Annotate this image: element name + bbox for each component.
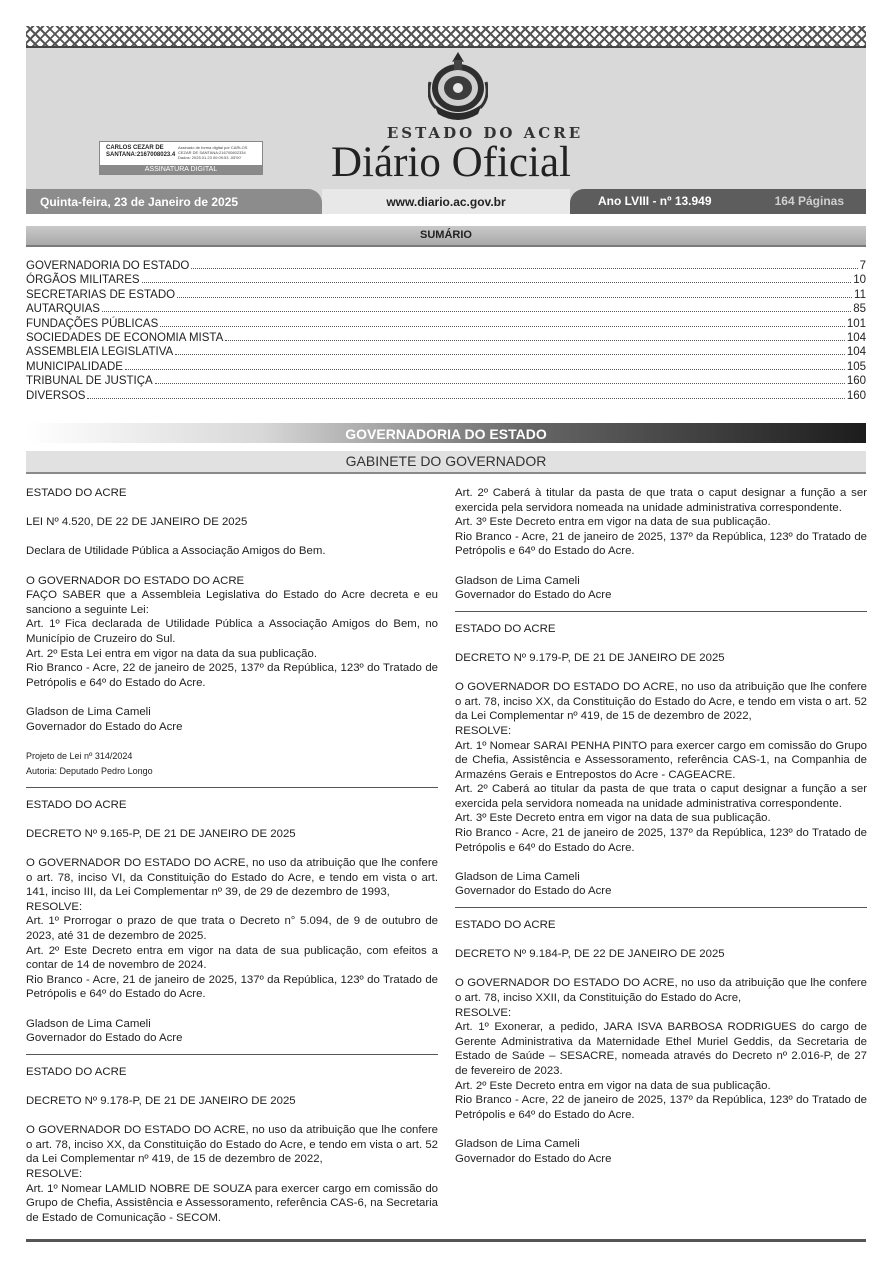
toc-item[interactable] — [26, 273, 866, 287]
toc-item-label: ASSEMBLEIA LEGISLATIVA — [26, 346, 174, 359]
toc-item[interactable] — [26, 259, 866, 273]
paragraph: ESTADO DO ACRE — [455, 919, 556, 932]
paragraph: Art. 1º Nomear SARAI PENHA PINTO para exercer cargo em comissão do Grupo de Chefia, Assistência e Assessoramento, referência CAS-1, na Companhia de Armazéns Gerais e Entrepostos do Acre - CAGEACRE. — [455, 739, 867, 781]
paragraph: Art. 1º Prorrogar o prazo de que trata o Decreto n° 5.094, de 9 de outubro de 2023, até 31 de dezembro de 2025. — [26, 915, 438, 943]
publication-date: Quinta-feira, 23 de Janeiro de 2025 — [26, 189, 322, 214]
spacer — [26, 1002, 438, 1017]
paragraph: RESOLVE: — [26, 900, 83, 913]
paragraph: Declara de Utilidade Pública a Associação Amigos do Bem. — [26, 545, 326, 558]
toc-leader-dots — [177, 297, 852, 298]
toc-leader-dots — [142, 282, 852, 283]
paragraph: O GOVERNADOR DO ESTADO DO ACRE, no uso da atribuição que lhe confere o art. 78, inciso XXII, da Constituição do Estado do Acre, — [455, 977, 867, 1004]
spacer — [26, 841, 438, 856]
toc-item[interactable] — [26, 331, 866, 345]
paragraph: DECRETO Nº 9.165-P, DE 21 DE JANEIRO DE 2025 — [26, 827, 296, 840]
paragraph: ESTADO DO ACRE — [26, 1065, 127, 1078]
toc-item-page: 85 — [853, 303, 866, 316]
paragraph: ESTADO DO ACRE — [26, 487, 127, 499]
paragraph: Governador do Estado do Acre — [455, 589, 612, 602]
paragraph: LEI Nº 4.520, DE 22 DE JANEIRO DE 2025 — [26, 516, 248, 529]
spacer — [455, 933, 867, 948]
summary-title: SUMÁRIO — [26, 226, 866, 247]
info-bar — [26, 189, 866, 214]
paragraph: Governador do Estado do Acre — [455, 885, 612, 898]
toc-item-label: SECRETARIAS DE ESTADO — [26, 288, 176, 301]
spacer — [455, 962, 867, 977]
toc-item-page: 10 — [853, 274, 866, 287]
toc-item-page: 160 — [846, 389, 866, 402]
signature-details: Assinado de forma digital por CARLOS CEZAR DE SANTANA:216700802334 Dados: 2025.01.23 00:09:53 -05'00' — [178, 145, 248, 160]
paragraph: Art. 2º Este Decreto entra em vigor na data de sua publicação. — [455, 1079, 771, 1092]
paragraph: Art. 1º Exonerar, a pedido, JARA ISVA BARBOSA RODRIGUES do cargo de Gerente Administrativa da Maternidade Ethel Muriel Geddis, da Secretaria de Estado de Saúde – SESACRE, nomeada através do Decreto nº 2.016-P, de 27 de fevereiro de 2023. — [455, 1021, 867, 1077]
paragraph: Art. 1º Fica declarada de Utilidade Pública a Associação Amigos do Bem, no Município de Cruzeiro do Sul. — [26, 618, 438, 645]
paragraph: Art. 2º Este Decreto entra em vigor na data de sua publicação, com efeitos a contar de 14 de novembro de 2024. — [26, 944, 438, 972]
toc-item-page: 7 — [859, 260, 866, 272]
masthead — [26, 26, 866, 214]
paragraph: Gladson de Lima Cameli — [455, 574, 580, 587]
toc-item-page: 160 — [846, 375, 866, 388]
toc-item-page: 11 — [854, 288, 866, 301]
left-column — [26, 486, 438, 1225]
edition-info — [570, 189, 866, 214]
paragraph: DECRETO Nº 9.178-P, DE 21 DE JANEIRO DE 2025 — [26, 1094, 296, 1107]
paragraph: Art. 2º Esta Lei entra em vigor na data da sua publicação. — [26, 647, 317, 660]
right-column — [455, 486, 867, 1166]
divider — [455, 907, 867, 908]
toc-item-label: DIVERSOS — [26, 389, 86, 402]
toc-item-label: SOCIEDADES DE ECONOMIA MISTA — [26, 331, 224, 344]
signature-name: CARLOS CEZAR DE SANTANA:2167008023.4 — [106, 145, 176, 158]
paragraph: Art. 1º Nomear LAMLID NOBRE DE SOUZA para exercer cargo em comissão do Grupo de Chefia, Assistência e Assessoramento, referência CAS-6, na Secretaria de Estado de Comunicação - SECOM. — [26, 1182, 438, 1224]
paragraph: Art. 2º Caberá ao titular da pasta de que trata o caput designar a função a ser exercida pela servidora nomeada na unidade administrativa correspondente. — [455, 783, 867, 810]
paragraph: Gladson de Lima Cameli — [455, 1137, 580, 1150]
decorative-border — [26, 26, 866, 46]
toc-item[interactable] — [26, 374, 866, 388]
spacer — [455, 855, 867, 870]
paragraph: Governador do Estado do Acre — [26, 720, 183, 733]
toc-item-page: 104 — [846, 346, 866, 359]
paragraph: O GOVERNADOR DO ESTADO DO ACRE, no uso da atribuição que lhe confere o art. 78, inciso XX, da Constituição do Estado do Acre, e tendo em vista o art. 52 da Lei Complementar nº 419, de 15 de dezembro de 2022, — [455, 681, 867, 723]
paragraph: Rio Branco - Acre, 22 de janeiro de 2025, 137º da República, 123º do Tratado de Petrópolis e 64º do Estado do Acre. — [26, 662, 438, 689]
section-title: GOVERNADORIA DO ESTADO — [26, 423, 866, 443]
paragraph: Rio Branco - Acre, 21 de janeiro de 2025, 137º da República, 123º do Tratado de Petrópolis e 64º do Estado do Acre. — [455, 827, 867, 854]
paragraph: Rio Branco - Acre, 21 de janeiro de 2025, 137º da República, 123º do Tratado de Petrópolis e 64º do Estado do Acre. — [455, 530, 867, 558]
table-of-contents — [26, 259, 866, 403]
paragraph: Rio Branco - Acre, 22 de janeiro de 2025, 137º da República, 123º do Tratado de Petrópolis e 64º do Estado do Acre. — [455, 1094, 867, 1121]
toc-item-page: 101 — [846, 317, 866, 330]
paragraph: Art. 3º Este Decreto entra em vigor na data de sua publicação. — [455, 812, 771, 825]
spacer — [455, 636, 867, 651]
toc-leader-dots — [155, 383, 845, 384]
paragraph: FAÇO SABER que a Assembleia Legislativa do Estado do Acre decreta e eu sanciono a seguinte Lei: — [26, 589, 438, 616]
toc-item-label: TRIBUNAL DE JUSTIÇA — [26, 375, 153, 388]
toc-item-label: GOVERNADORIA DO ESTADO — [26, 260, 190, 272]
toc-item-page: 105 — [846, 360, 866, 373]
spacer — [26, 1109, 438, 1124]
paragraph: Governador do Estado do Acre — [455, 1152, 612, 1165]
paragraph: Art. 2º Caberá à titular da pasta de que trata o caput designar a função a ser exercida pela servidora nomeada na unidade administrativa correspondente. — [455, 487, 867, 514]
website-link[interactable]: www.diario.ac.gov.br — [322, 189, 570, 214]
spacer — [26, 690, 438, 705]
toc-item-label: ÓRGÃOS MILITARES — [26, 274, 140, 287]
toc-item-page: 104 — [846, 331, 866, 344]
paragraph: O GOVERNADOR DO ESTADO DO ACRE — [26, 574, 245, 587]
toc-item[interactable] — [26, 288, 866, 302]
journal-title: Diário Oficial — [331, 139, 571, 186]
subsection-title: GABINETE DO GOVERNADOR — [26, 451, 866, 474]
divider — [26, 1054, 438, 1055]
toc-leader-dots — [125, 369, 845, 370]
toc-item[interactable] — [26, 345, 866, 359]
paragraph: Governador do Estado do Acre — [26, 1032, 183, 1045]
spacer — [26, 812, 438, 827]
divider — [26, 787, 438, 788]
spacer — [26, 559, 438, 574]
signature-label: ASSINATURA DIGITAL — [100, 165, 262, 174]
paragraph: RESOLVE: — [455, 724, 512, 737]
paragraph: ESTADO DO ACRE — [26, 798, 127, 811]
toc-item-label: MUNICIPALIDADE — [26, 360, 123, 373]
toc-item[interactable] — [26, 317, 866, 331]
paragraph: RESOLVE: — [26, 1167, 83, 1180]
toc-item[interactable] — [26, 302, 866, 316]
divider — [455, 611, 867, 612]
paragraph: Rio Branco - Acre, 21 de janeiro de 2025, 137º da República, 123º do Tratado de Petrópolis e 64º do Estado do Acre. — [26, 973, 438, 1001]
toc-item-label: FUNDAÇÕES PÚBLICAS — [26, 317, 159, 330]
page-count: 164 Páginas — [774, 194, 844, 208]
spacer — [455, 1122, 867, 1137]
paragraph: Art. 3º Este Decreto entra em vigor na data de sua publicação. — [455, 516, 771, 529]
toc-leader-dots — [175, 354, 845, 355]
toc-leader-dots — [191, 268, 857, 269]
paragraph: DECRETO Nº 9.184-P, DE 22 DE JANEIRO DE 2025 — [455, 948, 725, 961]
state-seal-icon — [428, 48, 488, 124]
paragraph: RESOLVE: — [455, 1006, 512, 1019]
spacer — [26, 734, 438, 749]
note-text: Projeto de Lei nº 314/2024 — [26, 750, 133, 761]
digital-signature — [99, 141, 263, 175]
spacer — [455, 559, 867, 574]
state-name: ESTADO DO ACRE — [386, 124, 584, 142]
spacer — [26, 1079, 438, 1094]
spacer — [26, 501, 438, 516]
toc-leader-dots — [102, 311, 851, 312]
paragraph: Gladson de Lima Cameli — [26, 1017, 151, 1030]
spacer — [26, 530, 438, 545]
spacer — [455, 666, 867, 681]
toc-leader-dots — [87, 398, 844, 399]
paragraph: Gladson de Lima Cameli — [26, 705, 151, 718]
edition-number: Ano LVIII - nº 13.949 — [598, 194, 712, 208]
paragraph: ESTADO DO ACRE — [455, 622, 556, 635]
paragraph: Gladson de Lima Cameli — [455, 870, 580, 883]
toc-leader-dots — [160, 326, 845, 327]
toc-item-label: AUTARQUIAS — [26, 303, 100, 316]
paragraph: DECRETO Nº 9.179-P, DE 21 DE JANEIRO DE 2025 — [455, 651, 725, 664]
paragraph: O GOVERNADOR DO ESTADO DO ACRE, no uso da atribuição que lhe confere o art. 78, inciso XX, da Constituição do Estado do Acre, e tendo em vista o art. 52 da Lei Complementar nº 419, de 15 de dezembro de 2022, — [26, 1124, 438, 1166]
toc-leader-dots — [225, 340, 845, 341]
bottom-rule — [26, 1239, 866, 1242]
toc-item[interactable] — [26, 389, 866, 403]
toc-item[interactable] — [26, 360, 866, 374]
note-text: Autoria: Deputado Pedro Longo — [26, 765, 153, 776]
paragraph: O GOVERNADOR DO ESTADO DO ACRE, no uso da atribuição que lhe confere o art. 78, inciso VI, da Constituição do Estado do Acre, e tendo em vista o art. 141, inciso III, da Lei Complementar nº 39, de 29 de dezembro de 1993, — [26, 857, 438, 899]
